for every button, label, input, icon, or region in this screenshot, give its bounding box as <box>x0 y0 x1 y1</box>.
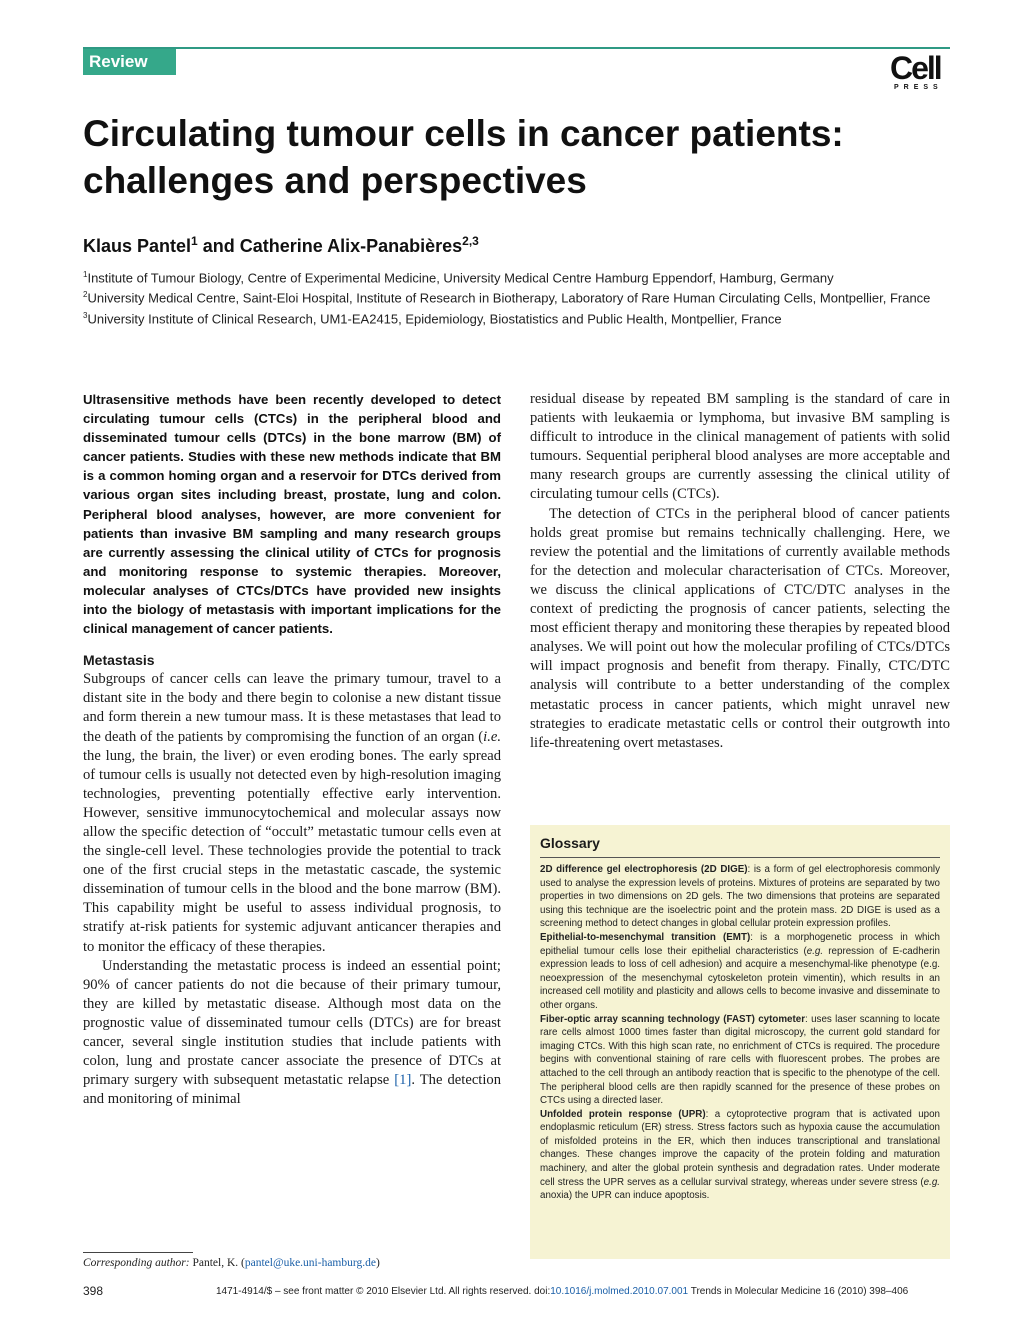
author-name: Catherine Alix-Panabières <box>239 236 463 256</box>
review-badge: Review <box>83 49 176 75</box>
glossary-italic: e.g. <box>806 945 824 957</box>
page-number: 398 <box>83 1284 104 1298</box>
body-paragraph <box>83 670 501 956</box>
copyright-text: 1471-4914/$ – see front matter © 2010 Elsevier Ltd. All rights reserved. doi: <box>216 1286 551 1297</box>
affiliation-number: 3 <box>83 310 88 320</box>
footnote-label: Corresponding author: <box>83 1257 190 1269</box>
glossary-definition: repression of E-cadherin expression leads to loss of cell adhesion) and acquire a mesenchymal-like phenotype (e.g. neoexpression of the mesenchymal cytoskeleton protein vimentin), which results in an increased cell motility and plasticity and allows cells to become invasive and disseminate to other organs. <box>540 945 940 1011</box>
glossary-title: Glossary <box>540 835 600 851</box>
body-paragraph: The detection of CTCs in the peripheral blood of cancer patients holds great promise but remains technically challenging. Here, we review the potential and the limitations of currently available methods for the detection and molecular characterisation of CTCs. Moreover, we discuss the clinical applications of CTC/DTC analyses in the context of predicting the prognosis of cancer patients, selecting the most efficient therapy and monitoring these therapies by repeated blood analyses. We will point out how the molecular profiling of CTCs/DTCs will impact prognosis and benefit from therapy. Finally, CTC/DTC analysis will contribute to a better understanding of the complex metastatic process in cancer patients, which might unravel new strategies to eradicate metastatic cells or control their outgrowth into life-threatening overt metastases. <box>530 505 950 751</box>
body-paragraph <box>83 957 501 1110</box>
affiliations <box>83 266 953 327</box>
section-heading: Metastasis <box>83 652 155 669</box>
glossary-definition: : uses laser scanning to locate rare cells almost 1000 times faster than digital microscopy, the current gold standard for imaging CTCs. With this high scan rate, no enrichment of CTCs is required. The procedure begins with conventional staining of rare cells with fluorescent probes. The probes are attached to the cell through an antibody reaction that is specific to the phenotype of the cell. The peripheral blood cells are then rapidly scanned for the presence of these probes on CTCs using a directed laser. <box>540 1013 941 1107</box>
glossary-entry <box>540 1108 940 1203</box>
footnote-close: ) <box>375 1257 380 1269</box>
glossary-definition: : a cytoprotective program that is activated upon endoplasmic reticulum (ER) stress. Stress factors such as hypoxia cause the accumulation of misfolded proteins in the ER, which then induces transcriptional and translational changes. These changes improve the capacity of the protein folding and maturation machinery, and alter the global protein synthesis and degradation rates. Under moderate cell stress the UPR serves as a cellular survival strategy, whereas under severe stress ( <box>540 1108 940 1188</box>
author-affil-sup: 1 <box>191 234 198 248</box>
glossary-term: Unfolded protein response (UPR) <box>540 1108 706 1120</box>
glossary-definition: anoxia) the UPR can induce apoptosis. <box>540 1190 710 1202</box>
body-text-run: Understanding the metastatic process is indeed an essential point; 90% of cancer patients do not die because of their primary tumour, they are killed by metastatic disease. Although most data on the prognostic value of disseminated tumour cells (DTCs) are for breast cancer, several single institution studies that include patients with colon, lung and prostate cancer associate the presence of DTCs at primary surgery with subsequent metastatic relapse <box>83 957 501 1089</box>
doi-link[interactable]: 10.1016/j.molmed.2010.07.001 <box>550 1286 689 1297</box>
body-text-run: Subgroups of cancer cells can leave the primary tumour, travel to a distant site in the body and there begin to colonise a new distant tissue and form therein a new tumour mass. It is these metastases that lead to the death of the patients by compromising the function of an organ ( <box>83 671 501 745</box>
footer-info <box>216 1285 908 1299</box>
left-column <box>83 390 501 1109</box>
affiliation-number: 1 <box>83 270 88 279</box>
glossary-entry <box>540 863 940 931</box>
glossary-entry <box>540 931 940 1013</box>
affiliation-text: University Medical Centre, Saint-Eloi Hospital, Institute of Research in Biotherapy, Laboratory of Rare Human Circulating Cells, Montpellier, France <box>87 290 931 306</box>
right-column <box>530 390 950 753</box>
affiliation <box>83 307 953 327</box>
footnote-rule <box>83 1252 193 1253</box>
glossary-entry <box>540 1013 940 1108</box>
affiliation-text: University Institute of Clinical Research, UM1-EA2415, Epidemiology, Biostatistics and Public Health, Montpellier, France <box>87 310 782 326</box>
affiliation <box>83 286 953 306</box>
affiliation-text: Institute of Tumour Biology, Centre of Experimental Medicine, University Medical Centre Hamburg Eppendorf, Hamburg, Germany <box>87 270 834 286</box>
body-text-italic: i.e. <box>483 728 501 745</box>
corresponding-author-footnote <box>83 1256 380 1271</box>
article-title: Circulating tumour cells in cancer patients: challenges and perspectives <box>83 113 844 201</box>
affiliation-number: 2 <box>83 290 88 300</box>
body-text-run: . The detection and monitoring of minimal <box>83 1072 501 1108</box>
header-rule <box>83 47 950 49</box>
cell-press-logo <box>890 52 952 94</box>
reference-link[interactable]: [1] <box>394 1072 412 1089</box>
affiliation <box>83 266 953 286</box>
glossary-definition: : is a morphogenetic process in which epithelial tumour cells lose their epithelial characteristics ( <box>540 931 940 957</box>
glossary-definition: : is a form of gel electrophoresis commonly used to analyse the expression levels of proteins. Mixtures of proteins are separated by two properties in two dimensions on 2D gels. The two dimensions that proteins are separated using this technique are the isoelectric point and the protein mass. 2D DIGE is used as a screening method to detect changes in global cellular protein expression profiles. <box>540 864 940 930</box>
abstract: Ultrasensitive methods have been recently developed to detect circulating tumour cells (CTCs) in the peripheral blood and disseminated tumour cells (DTCs) in the bone marrow (BM) of cancer patients. Studies with these new methods indicate that BM is a common homing organ and a reservoir for DTCs derived from various organ sites including breast, prostate, lung and colon. Peripheral blood analyses, however, are more convenient for patients than invasive BM sampling and many research groups are currently assessing the clinical utility of CTCs for prognosis and monitoring response to systemic therapies. Moreover, molecular analyses of CTCs/DTCs have provided new insights into the biology of metastasis with important implications for the clinical management of cancer patients. <box>83 392 501 637</box>
journal-citation: Trends in Molecular Medicine 16 (2010) 398–406 <box>688 1286 909 1297</box>
footnote-name: Pantel, K. ( <box>189 1257 245 1269</box>
author-email-link[interactable]: pantel@uke.uni-hamburg.de <box>244 1257 376 1269</box>
glossary-italic: e.g. <box>923 1176 940 1188</box>
glossary-box <box>530 825 950 1259</box>
glossary-term: 2D difference gel electrophoresis (2D DIGE) <box>540 864 748 875</box>
author-name: Klaus Pantel <box>83 236 192 256</box>
body-text-run: the lung, the brain, the liver) or even eroding bones. The early spread of tumour cells is usually not detected even by high-resolution imaging technologies, preventing potentially effective early intervention. However, sensitive immunocytochemical and molecular assays now allow the specific detection of “occult” metastatic tumour cells even at the single-cell level. These technologies provide the potential to track one of the first crucial steps in the metastatic cascade, the systemic dissemination of tumour cells in the blood and the bone marrow (BM). This capability might be useful to assess individual prognosis, to stratify at-risk patients for systemic adjuvant anticancer therapies and to monitor the efficacy of these therapies. <box>83 747 501 955</box>
authors <box>83 229 479 258</box>
logo-wordmark: Cell <box>890 50 941 86</box>
glossary-term: Epithelial-to-mesenchymal transition (EMT) <box>540 931 751 943</box>
author-joiner: and <box>197 236 240 256</box>
glossary-term: Fiber-optic array scanning technology (FAST) cytometer <box>540 1013 806 1025</box>
author-affil-sup: 2,3 <box>462 234 479 248</box>
glossary-rule <box>540 857 940 858</box>
logo-subtitle: PRESS <box>894 84 943 91</box>
body-paragraph: residual disease by repeated BM sampling is the standard of care in patients with leukaemia or lymphoma, but invasive BM sampling is difficult to introduce in the clinical management of patients with solid tumours. Sequential peripheral blood analyses are more acceptable and many research groups are currently assessing the clinical utility of circulating tumour cells (CTCs). <box>530 391 950 503</box>
